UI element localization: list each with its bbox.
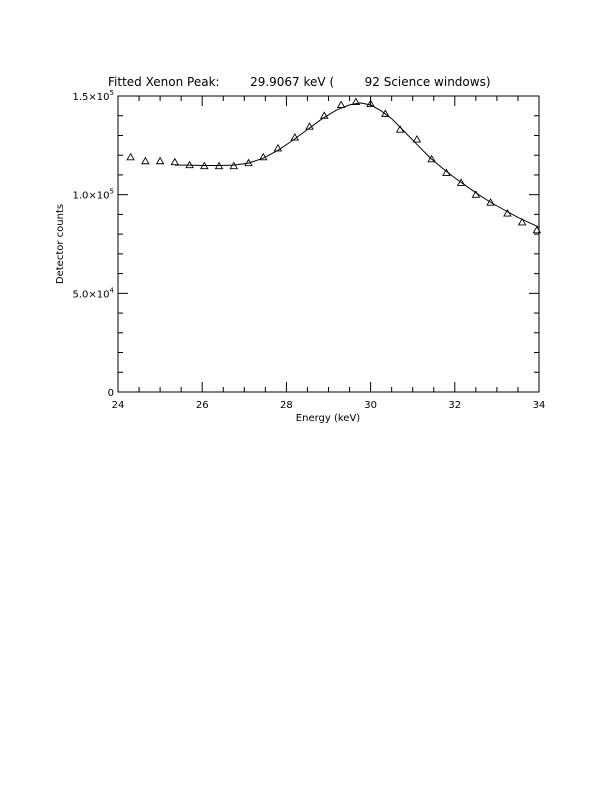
x-tick-label: 24	[111, 400, 125, 411]
y-tick-exponent: 4	[109, 286, 114, 295]
chart-title: Fitted Xenon Peak: 29.9067 keV ( 92 Science windows)	[108, 75, 491, 89]
y-tick-label	[73, 286, 115, 300]
y-tick-mantissa: 1.5×10	[72, 92, 110, 103]
y-axis-label: Detector counts	[55, 203, 66, 285]
x-tick-label: 26	[195, 400, 209, 411]
x-tick-label: 32	[448, 400, 462, 411]
y-tick-label	[73, 89, 114, 103]
y-tick-label	[108, 388, 114, 399]
y-tick-label	[73, 188, 114, 202]
y-tick-exponent: 5	[109, 89, 114, 97]
y-tick-mantissa: 5.0×10	[72, 289, 110, 301]
y-tick-mantissa: 1.0×10	[72, 190, 110, 202]
y-tick-exponent: 5	[109, 187, 114, 196]
y-tick-mantissa: 0	[107, 388, 114, 399]
x-axis-label: Energy (keV)	[295, 413, 361, 424]
x-tick-label: 30	[364, 400, 377, 411]
x-tick-label: 28	[280, 400, 293, 411]
x-tick-label: 34	[532, 400, 546, 411]
